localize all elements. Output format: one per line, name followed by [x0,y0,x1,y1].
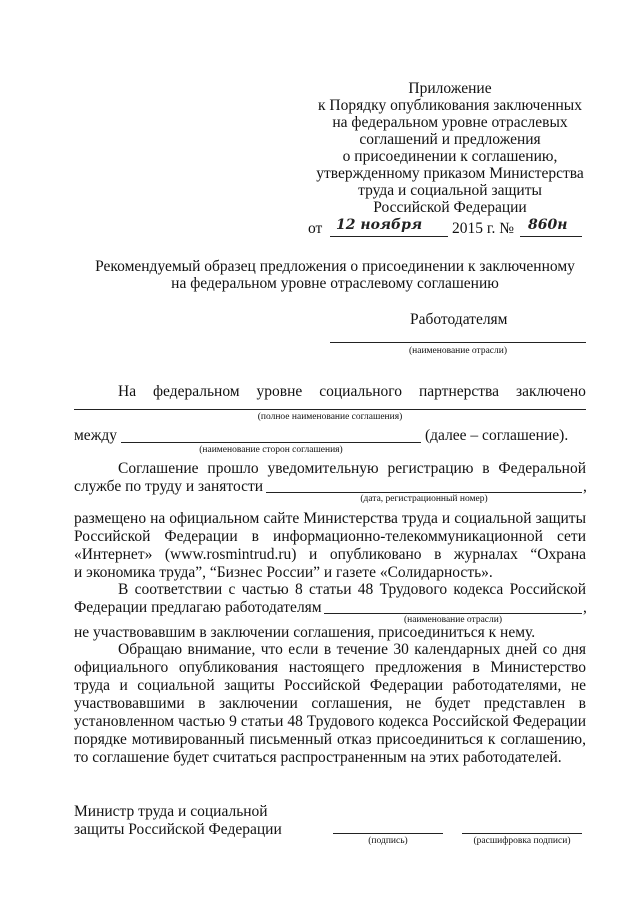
signature-line [333,833,443,834]
industry-line [324,613,582,614]
addressee-caption: (наименование отрасли) [408,346,507,356]
order-number-handwritten: 860н [528,217,568,233]
order-date-line [330,236,448,237]
word: партнерства [418,383,500,400]
appendix-line: на федеральном уровне отраслевых [332,114,568,131]
appendix-line: Приложение [408,80,492,97]
paragraph-5-line: труда и социальной защиты Российской Федерации работодателями, не [74,677,586,694]
word: федеральном [153,383,240,400]
registration-caption: (дата, регистрационный номер) [360,494,488,504]
comma: , [583,599,587,616]
minister-title-line1: Министр труда и социальной [74,803,268,820]
paragraph-5-line: Обращаю внимание, что если в течение 30 календарных дней со дня [118,641,586,658]
signature-caption: (подпись) [368,836,408,846]
document-title-line1: Рекомендуемый образец предложения о присоединении к заключенному [95,258,575,275]
appendix-line: Российской Федерации [373,199,527,216]
appendix-line: к Порядку опубликования заключенных [318,97,582,114]
paragraph-2-line2: службе по труду и занятости [74,478,264,495]
paragraph-5-last-line: то соглашение будет считаться распространенным на этих работодателей. [74,749,562,766]
addressee-line [330,342,586,343]
addressee-label: Работодателям [410,311,508,328]
paragraph-5-line: установленном частью 9 статьи 48 Трудового кодекса Российской Федерации [74,713,586,730]
agreement-name-line [74,409,586,410]
between-label: между [74,427,118,444]
paragraph-3-line: размещено на официальном сайте Министерства труда и социальной защиты [74,510,586,527]
appendix-line: труда и социальной защиты [358,182,542,199]
paragraph-4-line2: Федерации предлагаю работодателям [74,599,322,616]
parties-caption: (наименование сторон соглашения) [199,445,343,455]
document-title-line2: на федеральном уровне отраслевому соглашению [171,275,499,292]
hereinafter-text: (далее – соглашение). [425,427,569,444]
paragraph-5-line: порядке мотивированный письменный отказ присоединиться к соглашению, [74,731,586,748]
parties-line [121,442,421,443]
appendix-line: соглашений и предложения [359,131,541,148]
paragraph-5-line: официального опубликования настоящего предложения в Министерство [74,659,586,676]
order-number-line [520,236,582,237]
paragraph-3-line: «Интернет» (www.rosmintrud.ru) и опубликовано в журналах “Охрана [74,546,586,563]
appendix-line: утвержденному приказом Министерства [316,165,584,182]
paragraph-5-line: участвовавшими в заключении соглашения, не будет представлен в [74,695,586,712]
word: уровне [256,383,303,400]
paragraph-2-line1: Соглашение прошло уведомительную регистрацию в Федеральной [118,460,586,477]
paragraph-3-line: и экономика труда”, “Бизнес России” и газете «Солидарность». [74,564,493,581]
minister-title-line2: защиты Российской Федерации [74,821,282,838]
paragraph-1-line [118,383,586,400]
word: социального [319,383,403,400]
industry-caption: (наименование отрасли) [403,615,502,625]
registration-line [266,492,582,493]
order-from-label: от [308,220,323,237]
comma: , [583,478,587,495]
paragraph-3-line: Российской Федерации в информационно-телекоммуникационной сети [74,528,586,545]
word: На [118,383,137,400]
appendix-line: о присоединении к соглашению, [342,148,558,165]
order-date-handwritten: 12 ноября [336,217,423,233]
paragraph-4-line3: не участвовавшим в заключении соглашения, присоединиться к нему. [74,624,536,641]
signature-decode-caption: (расшифровка подписи) [473,836,571,846]
signature-decode-line [462,833,582,834]
word: заключено [515,383,586,400]
paragraph-4-line1: В соответствии с частью 8 статьи 48 Трудового кодекса Российской [118,581,586,598]
agreement-name-caption: (полное наименование соглашения) [257,412,403,422]
order-year-label: 2015 г. № [452,220,515,237]
